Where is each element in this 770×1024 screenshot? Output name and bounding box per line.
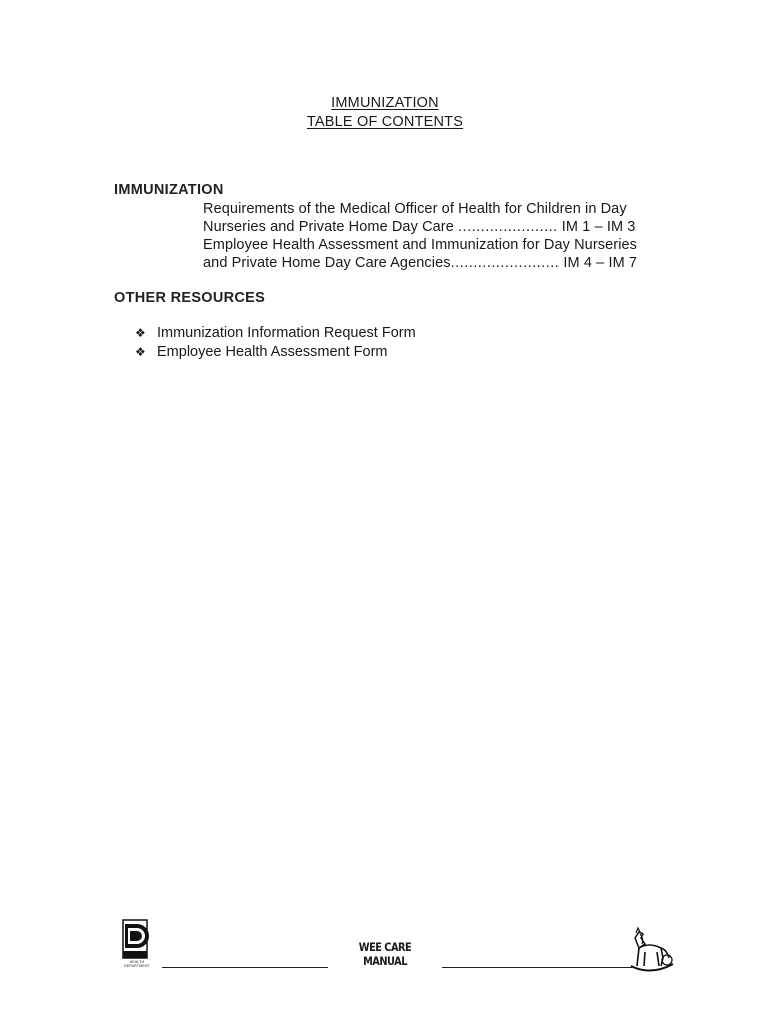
- toc-entry-2-line-1: Employee Health Assessment and Immunization for Day Nurseries: [203, 237, 638, 253]
- logo-caption: HEALTH DEPARTMENT: [124, 960, 150, 968]
- toc-entry-1-line-2: Nurseries and Private Home Day Care ...................... IM 1 – IM 3: [203, 219, 636, 235]
- title-line-1: IMMUNIZATION: [331, 95, 439, 111]
- manual-title: WEE CARE MANUAL: [358, 940, 412, 968]
- immunization-heading: IMMUNIZATION: [114, 182, 224, 198]
- diamond-bullet-icon: ❖: [135, 345, 146, 359]
- footer-rule-right: [442, 967, 632, 968]
- title-line-2: TABLE OF CONTENTS: [306, 114, 464, 130]
- toc-entry-1-line-1: Requirements of the Medical Officer of Health for Children in Day: [203, 201, 627, 217]
- resources-list: [135, 324, 416, 362]
- footer-rule-left: [162, 967, 328, 968]
- toc-entry-2-line-2: and Private Home Day Care Agencies........................ IM 4 – IM 7: [203, 255, 638, 271]
- list-item: ❖ Immunization Information Request Form: [135, 325, 416, 341]
- other-resources-heading: OTHER RESOURCES: [114, 290, 266, 306]
- document-title: [0, 94, 770, 132]
- rocking-horse-icon: [627, 926, 675, 972]
- list-item: ❖ Employee Health Assessment Form: [135, 344, 388, 360]
- diamond-bullet-icon: ❖: [135, 326, 146, 340]
- toc-entries: [203, 200, 663, 272]
